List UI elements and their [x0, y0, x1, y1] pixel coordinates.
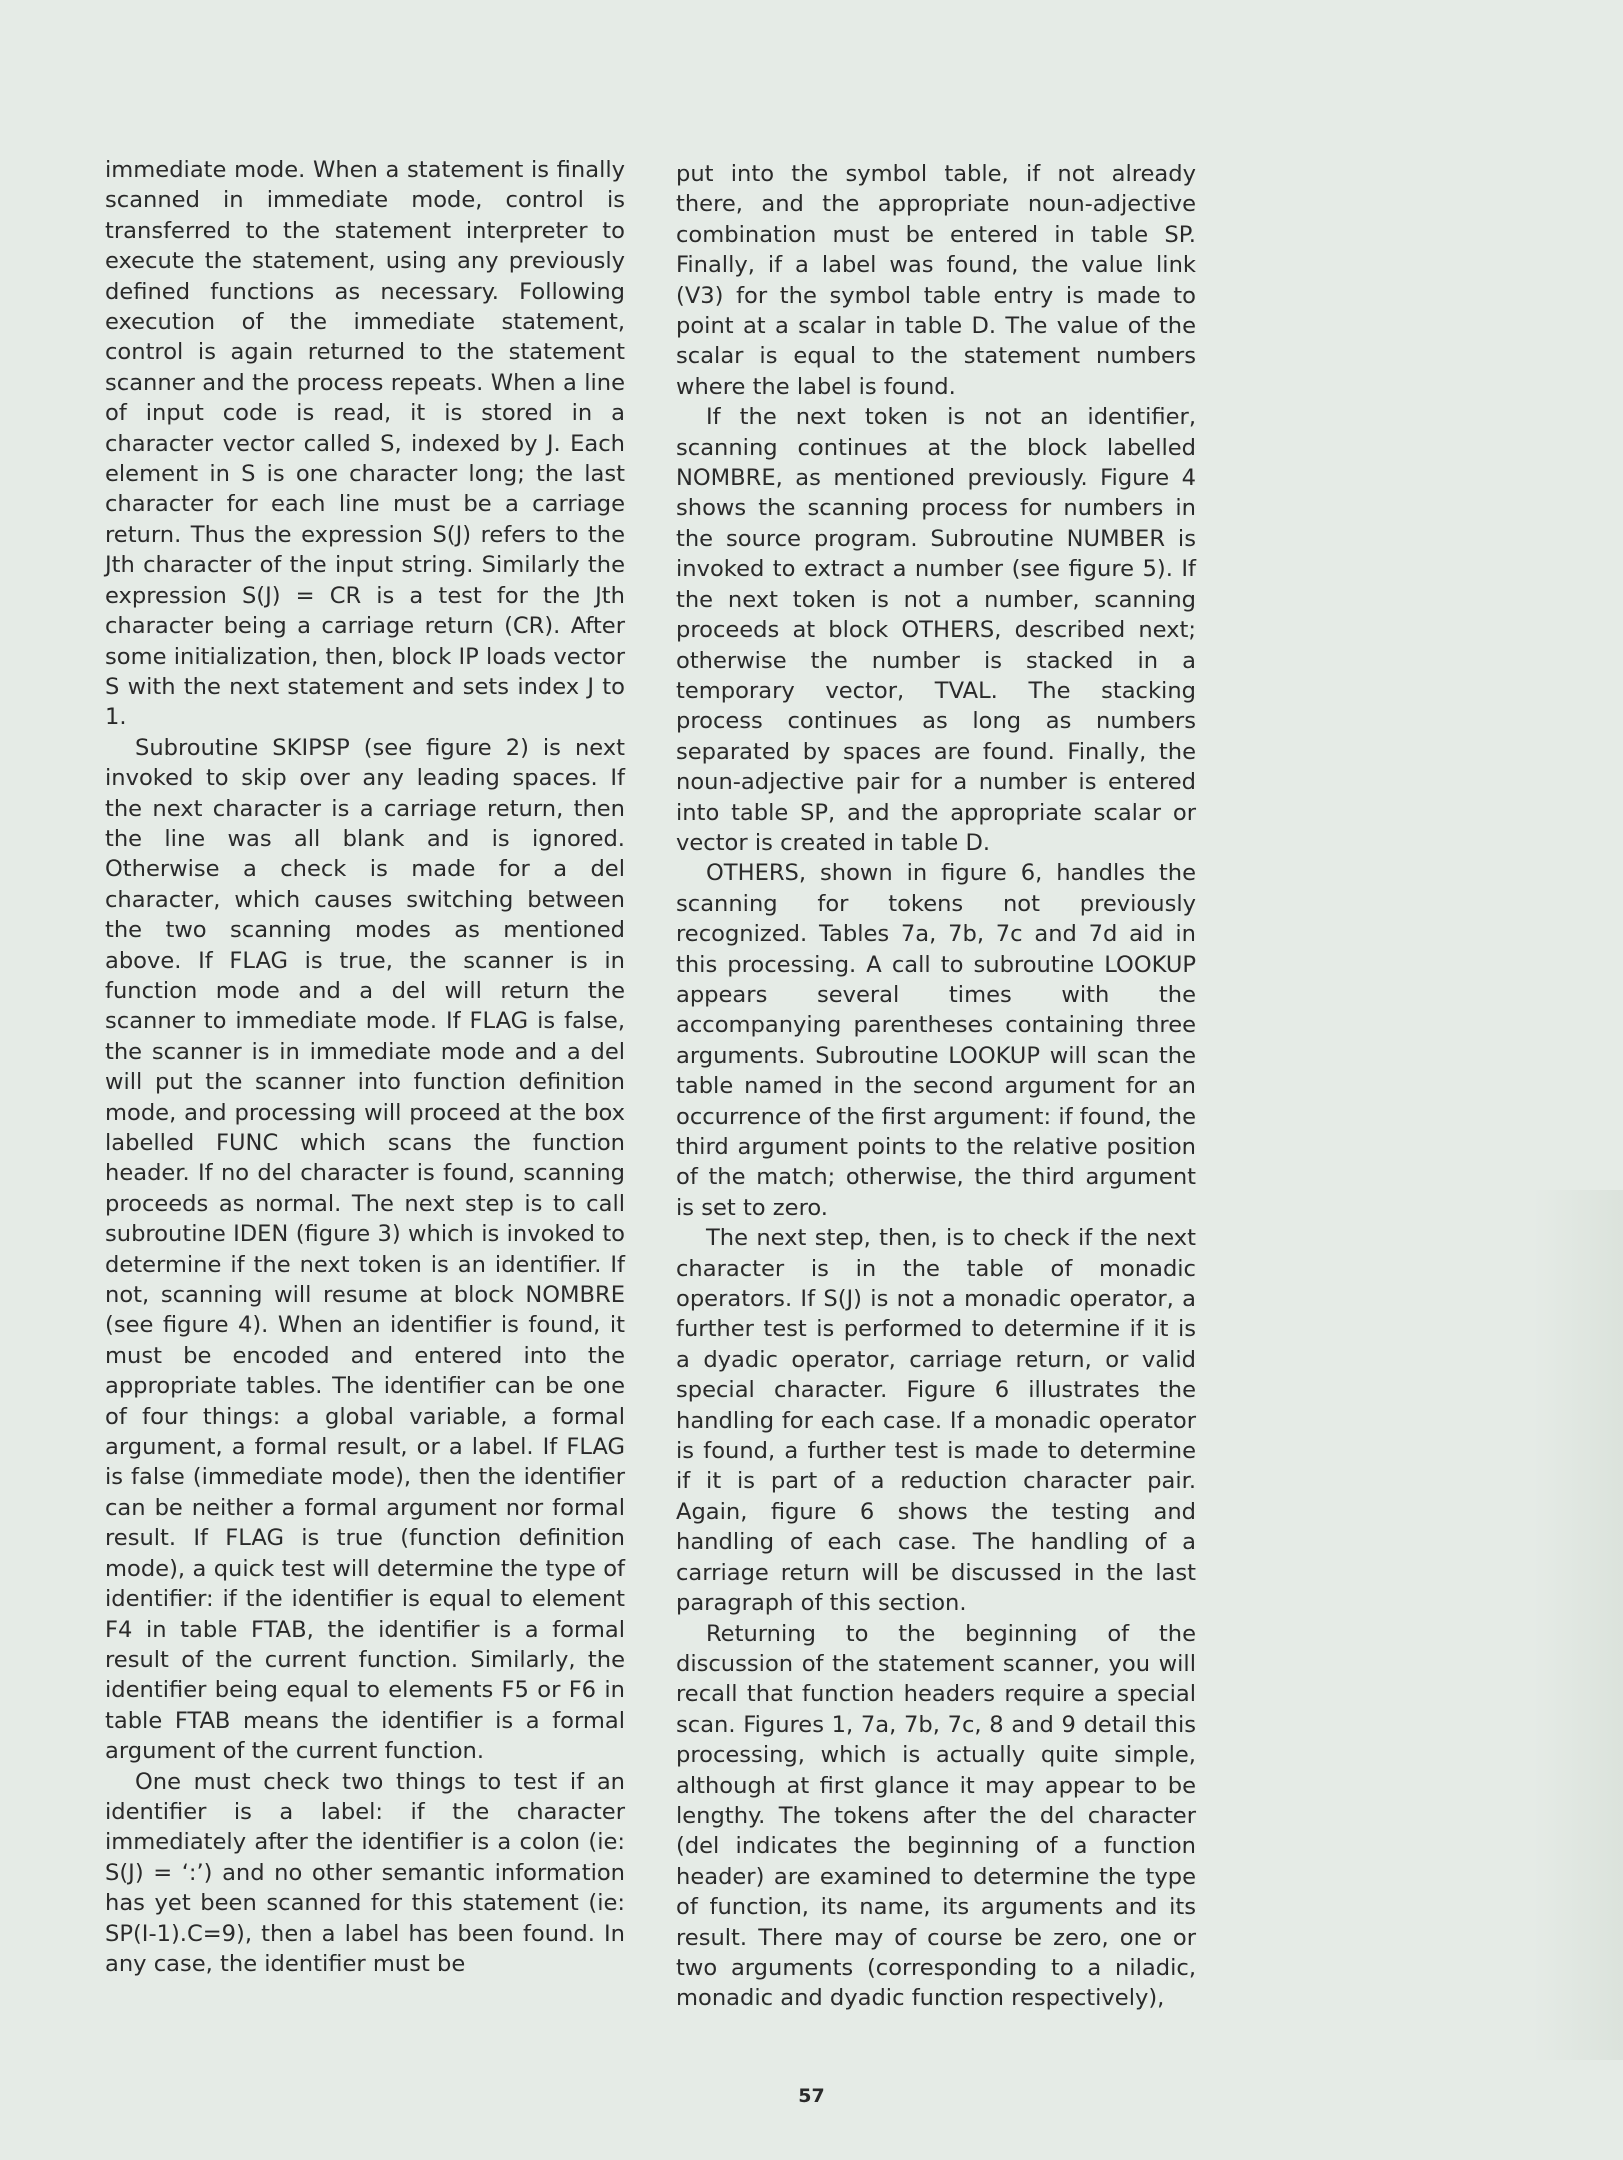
right-column [676, 159, 1196, 2014]
page-edge-shadow [1533, 1190, 1623, 2060]
page-number: 57 [798, 2085, 825, 2107]
paragraph: One must check two things to test if an identifier is a label: if the character immediately after the identifier is a colon (ie: S(J) = ‘:’) and no other semantic information has yet been scanned for this statement (ie: SP(I-1).C=9), then a label has been found. In any case, the identifier must be [105, 1768, 625, 1977]
paragraph: Subroutine SKIPSP (see figure 2) is next invoked to skip over any leading spaces. If the next character is a carriage return, then the line was all blank and is ignored. Otherwise a check is made for a del character, which causes switching between the two scanning modes as mentioned above. If FLAG is true, the scanner is in function mode and a del will return the scanner to immediate mode. If FLAG is false, the scanner is in immediate mode and a del will put the scanner into function definition mode, and processing will proceed at the box labelled FUNC which scans the function header. If no del character is found, scanning proceeds as normal. The next step is to call subroutine IDEN (figure 3) which is invoked to determine if the next token is an identifier. If not, scanning will resume at block NOMBRE (see figure 4). When an identifier is found, it must be encoded and entered into the appropriate tables. The identifier can be one of four things: a global variable, a formal argument, a formal result, or a label. If FLAG is false (immediate mode), then the identifier can be neither a formal argument nor formal result. If FLAG is true (function definition mode), a quick test will determine the type of identifier: if the identifier is equal to element F4 in table FTAB, the identifier is a formal result of the current function. Similarly, the identifier being equal to elements F5 or F6 in table FTAB means the identifier is a formal argument of the current function. [105, 734, 625, 1765]
left-column [105, 155, 625, 1979]
paragraph: immediate mode. When a statement is finally scanned in immediate mode, control is transferred to the statement interpreter to execute the statement, using any previously defined functions as necessary. Following execution of the immediate statement, control is again returned to the statement scanner and the process repeats. When a line of input code is read, it is stored in a character vector called S, indexed by J. Each element in S is one character long; the last character for each line must be a carriage return. Thus the expression S(J) refers to the Jth character of the input string. Similarly the expression S(J) = CR is a test for the Jth character being a carriage return (CR). After some initialization, then, block IP loads vector S with the next statement and sets index J to 1. [105, 157, 625, 731]
paragraph: OTHERS, shown in figure 6, handles the scanning for tokens not previously recognized. Tables 7a, 7b, 7c and 7d aid in this processing. A call to subroutine LOOKUP appears several times with the accompanying parentheses containing three arguments. Subroutine LOOKUP will scan the table named in the second argument for an occurrence of the first argument: if found, the third argument points to the relative position of the match; otherwise, the third argument is set to zero. [676, 860, 1196, 1221]
paragraph: The next step, then, is to check if the next character is in the table of monadic operators. If S(J) is not a monadic operator, a further test is performed to determine if it is a dyadic operator, carriage return, or valid special character. Figure 6 illustrates the handling for each case. If a monadic operator is found, a further test is made to determine if it is part of a reduction character pair. Again, figure 6 shows the testing and handling of each case. The handling of a carriage return will be discussed in the last paragraph of this section. [676, 1225, 1196, 1617]
paragraph: If the next token is not an identifier, scanning continues at the block labelled NOMBRE, as mentioned previously. Figure 4 shows the scanning process for numbers in the source program. Subroutine NUMBER is invoked to extract a number (see figure 5). If the next token is not a number, scanning proceeds at block OTHERS, described next; otherwise the number is stacked in a temporary vector, TVAL. The stacking process continues as long as numbers separated by spaces are found. Finally, the noun-adjective pair for a number is entered into table SP, and the appropriate scalar or vector is created in table D. [676, 404, 1196, 856]
paragraph: put into the symbol table, if not already there, and the appropriate noun-adjective combination must be entered in table SP. Finally, if a label was found, the value link (V3) for the symbol table entry is made to point at a scalar in table D. The value of the scalar is equal to the statement numbers where the label is found. [676, 161, 1196, 400]
paragraph: Returning to the beginning of the discussion of the statement scanner, you will recall that function headers require a special scan. Figures 1, 7a, 7b, 7c, 8 and 9 detail this processing, which is actually quite simple, although at first glance it may appear to be lengthy. The tokens after the del character (del indicates the beginning of a function header) are examined to determine the type of function, its name, its arguments and its result. There may of course be zero, one or two arguments (corresponding to a niladic, monadic and dyadic function respectively), [676, 1620, 1196, 2012]
